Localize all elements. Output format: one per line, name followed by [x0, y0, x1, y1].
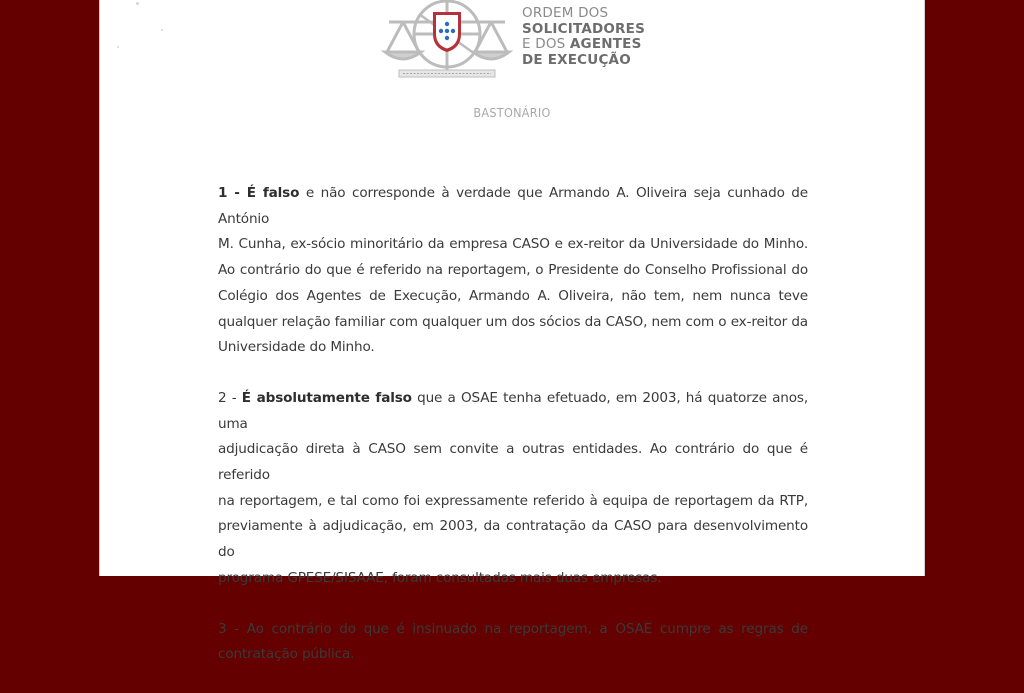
logo-line-3-light: E DOS: [522, 36, 570, 52]
scan-speck: [117, 46, 119, 48]
emphasis-text: É falso: [246, 185, 300, 201]
paragraph-number: 3 -: [218, 620, 247, 637]
document-body: [218, 181, 813, 693]
logo-line-3: [522, 37, 645, 53]
paragraph-line: [218, 386, 813, 437]
emphasis-text: É absolutamente falso: [241, 389, 412, 406]
paragraph-line: adjudicação direta à CASO sem convite a outras entidades. Ao contrário do que é referido: [218, 441, 808, 484]
paragraph-line: contratação pública.: [218, 646, 355, 663]
line-text: que a OSAE tenha efetuado, em 2003, há quatorze anos, uma: [218, 389, 813, 432]
scales-of-justice-icon: [381, 0, 515, 82]
paragraph-line: qualquer relação familiar com qualquer um dos sócios da CASO, nem com o ex-reitor da: [218, 313, 808, 330]
document-page: [100, 0, 924, 663]
paragraph-1: [218, 181, 813, 361]
paragraph-3: [218, 617, 808, 668]
osae-logo: [381, 0, 645, 82]
scan-speck: [136, 2, 139, 5]
logo-wordmark: [522, 6, 645, 68]
paragraph-line: [218, 181, 813, 232]
paragraph-line: programa GPESE/SISAAE, foram consultadas mais duas empresas.: [218, 569, 662, 586]
paragraph-line: [218, 617, 808, 643]
document-subtitle: BASTONÁRIO: [473, 105, 551, 120]
logo-line-2: SOLICITADORES: [522, 20, 645, 37]
logo-line-1: ORDEM DOS: [522, 5, 609, 21]
line-text: Ao contrário do que é insinuado na reportagem, a OSAE cumpre as regras de: [246, 620, 808, 637]
paragraph-2: [218, 386, 813, 592]
line-text: e não corresponde à verdade que Armando A. Oliveira seja cunhado de António: [218, 185, 813, 227]
paragraph-number: 2 -: [218, 389, 242, 406]
paragraph-line: Ao contrário do que é referido na reportagem, o Presidente do Conselho Profissional do: [218, 262, 808, 279]
paragraph-line: Colégio dos Agentes de Execução, Armando A. Oliveira, não tem, nem nunca teve: [218, 287, 808, 304]
paragraph-number: 1 -: [218, 185, 247, 201]
paragraph-line: M. Cunha, ex-sócio minoritário da empresa CASO e ex-reitor da Universidade do Minho.: [218, 236, 808, 253]
logo-line-3-bold: AGENTES: [569, 36, 642, 52]
paragraph-line: previamente à adjudicação, em 2003, da contratação da CASO para desenvolvimento do: [218, 518, 808, 561]
paragraph-line: na reportagem, e tal como foi expressamente referido à equipa de reportagem da RTP,: [218, 492, 808, 509]
logo-line-4: DE EXECUÇÃO: [522, 51, 631, 68]
scan-speck: [161, 29, 163, 31]
paragraph-line: Universidade do Minho.: [218, 339, 375, 356]
